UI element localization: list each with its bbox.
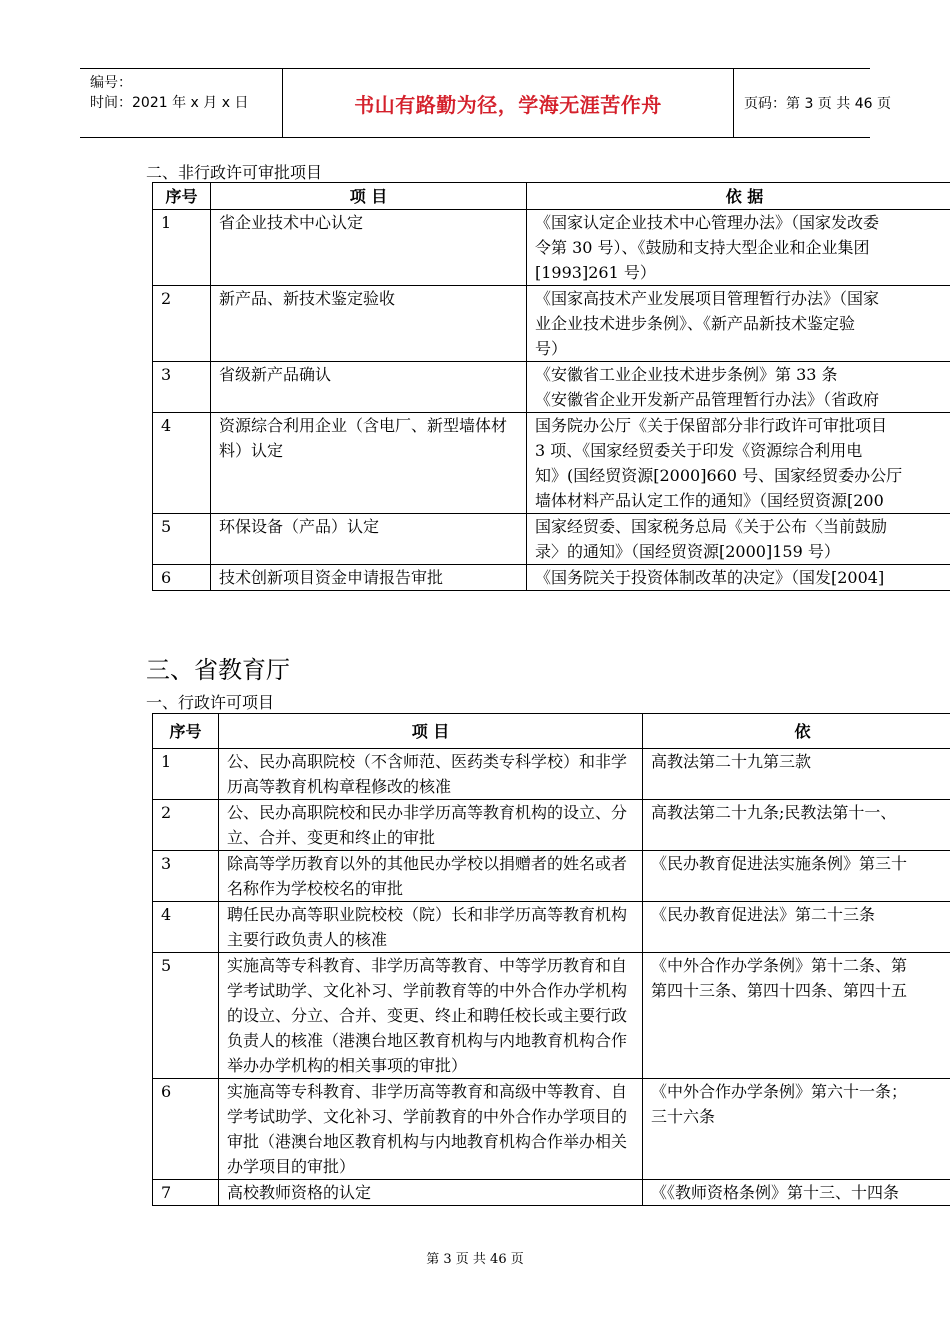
table-row: [153, 362, 950, 413]
row-item: 实施高等专科教育、非学历高等教育、中等学历教育和自学考试助学、文化补习、学前教育等的中外合作办学机构的设立、分立、合并、变更、终止和聘任校长或主要行政负责人的核准（港澳台地区教育机构与内地教育机构合作举办办学机构的相关事项的审批）: [219, 953, 643, 1079]
row-item: 资源综合利用企业（含电厂、新型墙体材料）认定: [211, 413, 527, 514]
basis-line: 号）: [535, 339, 568, 358]
table-non-admin-approval: [152, 182, 950, 591]
basis-line: 《安徽省工业企业技术进步条例》第 33 条: [535, 365, 838, 384]
basis-line: 《中外合作办学条例》第六十一条；: [651, 1082, 908, 1101]
basis-line: 高教法第二十九条;民教法第十一、: [651, 803, 897, 822]
table-admin-permit: [152, 713, 950, 1206]
row-basis: [527, 210, 950, 286]
basis-line: 高教法第二十九第三款: [651, 752, 812, 771]
row-basis: [643, 902, 950, 953]
row-basis: [643, 1180, 950, 1206]
row-basis: [643, 749, 950, 800]
row-number: 1: [153, 749, 219, 800]
col-header-basis: 依: [643, 714, 950, 749]
basis-line: 《安徽省企业开发新产品管理暂行办法》（省政府: [535, 390, 880, 409]
number-label: 编号：: [90, 75, 132, 91]
table-row: [153, 902, 950, 953]
table-row: [153, 749, 950, 800]
table-header-row: [153, 183, 950, 210]
basis-line: 国家经贸委、国家税务总局《关于公布〈当前鼓励: [535, 517, 888, 536]
table-row: [153, 565, 950, 591]
row-item: 实施高等专科教育、非学历高等教育和高级中等教育、自学考试助学、文化补习、学前教育的中外合作办学项目的审批（港澳台地区教育机构与内地教育机构合作举办相关办学项目的审批）: [219, 1079, 643, 1180]
row-item: 聘任民办高等职业院校校（院）长和非学历高等教育机构主要行政负责人的核准: [219, 902, 643, 953]
row-basis: [527, 413, 950, 514]
row-number: 5: [153, 953, 219, 1079]
row-basis: [643, 851, 950, 902]
time-label: 时间：2021 年 x 月 x 日: [90, 95, 249, 111]
header-page-cell: [734, 69, 891, 137]
section-a-heading: 二、非行政许可审批项目: [146, 163, 323, 182]
page-footer: 第 3 页 共 46 页: [426, 1252, 524, 1267]
row-item: 公、民办高职院校（不含师范、医药类专科学校）和非学历高等教育机构章程修改的核准: [219, 749, 643, 800]
row-basis: [643, 953, 950, 1079]
row-number: 3: [153, 362, 211, 413]
basis-line: 国务院办公厅《关于保留部分非行政许可审批项目: [535, 416, 888, 435]
basis-line: [1993]261 号）: [535, 263, 656, 282]
row-item: 省级新产品确认: [211, 362, 527, 413]
row-number: 3: [153, 851, 219, 902]
basis-line: 《国家认定企业技术中心管理办法》（国家发改委: [535, 213, 880, 232]
basis-line: 知》(国经贸资源[2000]660 号、国家经贸委办公厅: [535, 466, 903, 485]
section-b-heading: 一、行政许可项目: [146, 693, 275, 712]
col-header-basis: 依 据: [527, 183, 950, 210]
row-number: 6: [153, 565, 211, 591]
table-row: [153, 413, 950, 514]
col-header-item: 项 目: [211, 183, 527, 210]
basis-line: 《民办教育促进法》第二十三条: [651, 905, 876, 924]
page-header: [80, 68, 891, 138]
basis-line: 3 项、《国家经贸委关于印发《资源综合利用电: [535, 441, 863, 460]
row-basis: [527, 286, 950, 362]
row-number: 1: [153, 210, 211, 286]
basis-line: 业企业技术进步条例》、《新产品新技术鉴定验: [535, 314, 856, 333]
col-header-item: 项 目: [219, 714, 643, 749]
row-basis: [643, 800, 950, 851]
row-basis: [527, 362, 950, 413]
row-number: 4: [153, 413, 211, 514]
row-basis: [527, 565, 950, 591]
col-header-no: 序号: [153, 714, 219, 749]
row-number: 2: [153, 286, 211, 362]
basis-line: 录〉的通知》（国经贸资源[2000]159 号）: [535, 542, 840, 561]
row-basis: [643, 1079, 950, 1180]
header-meta: [80, 69, 283, 137]
row-item: 公、民办高职院校和民办非学历高等教育机构的设立、分立、合并、变更和终止的审批: [219, 800, 643, 851]
row-number: 5: [153, 514, 211, 565]
basis-line: 令第 30 号）、《鼓励和支持大型企业和企业集团: [535, 238, 870, 257]
row-item: 环保设备（产品）认定: [211, 514, 527, 565]
table-row: [153, 514, 950, 565]
basis-line: 《《教师资格条例》第十三、十四条: [651, 1183, 900, 1202]
row-item: 新产品、新技术鉴定验收: [211, 286, 527, 362]
table-row: [153, 210, 950, 286]
table-row: [153, 286, 950, 362]
basis-line: 三十六条: [651, 1107, 716, 1126]
basis-line: 《中外合作办学条例》第十二条、第: [651, 956, 908, 975]
table-row: [153, 800, 950, 851]
row-number: 7: [153, 1180, 219, 1206]
header-motto-cell: [283, 69, 734, 137]
page-code: 页码：第 3 页 共 46 页: [744, 96, 891, 112]
row-number: 4: [153, 902, 219, 953]
row-item: 省企业技术中心认定: [211, 210, 527, 286]
table-header-row: [153, 714, 950, 749]
table-row: [153, 1079, 950, 1180]
motto: 书山有路勤为径，学海无涯苦作舟: [354, 92, 662, 117]
row-item: 高校教师资格的认定: [219, 1180, 643, 1206]
row-item: 技术创新项目资金申请报告审批: [211, 565, 527, 591]
table-row: [153, 851, 950, 902]
basis-line: 《国务院关于投资体制改革的决定》（国发[2004]: [535, 568, 885, 587]
basis-line: 《民办教育促进法实施条例》第三十: [651, 854, 908, 873]
basis-line: 《国家高技术产业发展项目管理暂行办法》（国家: [535, 289, 880, 308]
row-number: 6: [153, 1079, 219, 1180]
basis-line: 墙体材料产品认定工作的通知》（国经贸资源[200: [535, 491, 884, 510]
row-item: 除高等学历教育以外的其他民办学校以捐赠者的姓名或者名称作为学校校名的审批: [219, 851, 643, 902]
table-row: [153, 953, 950, 1079]
row-number: 2: [153, 800, 219, 851]
department-title: 三、省教育厅: [146, 656, 290, 684]
col-header-no: 序号: [153, 183, 211, 210]
basis-line: 第四十三条、第四十四条、第四十五: [651, 981, 908, 1000]
table-row: [153, 1180, 950, 1206]
row-basis: [527, 514, 950, 565]
